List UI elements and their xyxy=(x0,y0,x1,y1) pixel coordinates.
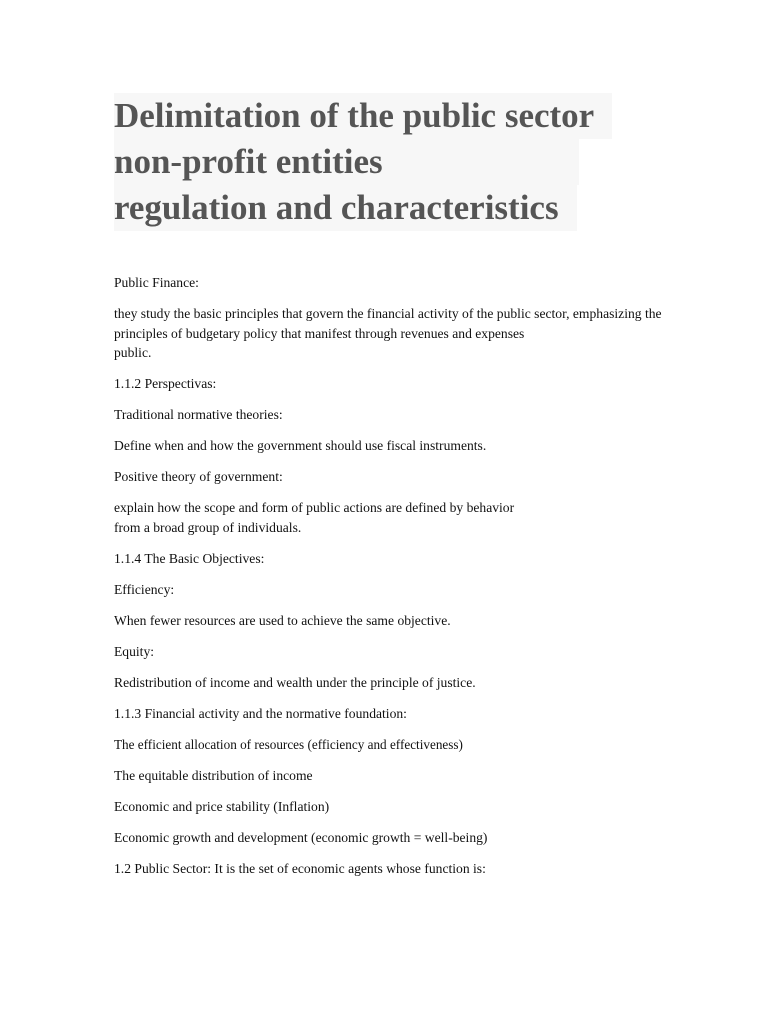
paragraph-normative-theories-text: Define when and how the government should use fiscal instruments. xyxy=(114,438,487,453)
document-body xyxy=(114,273,674,890)
paragraph-public-finance-heading: Public Finance: xyxy=(114,275,199,290)
paragraph-equity-text: Redistribution of income and wealth under the principle of justice. xyxy=(114,674,476,690)
paragraph-economic-stability: Economic and price stability (Inflation) xyxy=(114,798,330,814)
paragraph-public-finance-definition: they study the basic principles that govern the financial activity of the public sector, emphasizing the principles of budgetary policy that manifest through revenues and expenses public. xyxy=(114,306,662,360)
paragraph-public-sector-definition: 1.2 Public Sector: It is the set of economic agents whose function is: xyxy=(114,860,486,876)
title-line-2: non-profit entities xyxy=(114,139,579,185)
paragraph-positive-theory-text: explain how the scope and form of public actions are defined by behavior from a broad group of individuals. xyxy=(114,500,515,535)
paragraph-efficient-allocation: The efficient allocation of resources (efficiency and effectiveness) xyxy=(114,736,463,752)
paragraph-normative-theories-heading: Traditional normative theories: xyxy=(114,407,283,422)
paragraph-efficiency-text: When fewer resources are used to achieve the same objective. xyxy=(114,612,451,628)
paragraph-efficiency-heading: Efficiency: xyxy=(114,581,175,597)
title-line-3: regulation and characteristics xyxy=(114,185,577,231)
paragraph-economic-growth: Economic growth and development (economic growth = well-being) xyxy=(114,829,488,845)
paragraph-basic-objectives-heading: 1.1.4 The Basic Objectives: xyxy=(114,550,265,566)
title-line-1: Delimitation of the public sector xyxy=(114,93,612,139)
paragraph-equitable-distribution: The equitable distribution of income xyxy=(114,767,313,783)
paragraph-financial-activity-heading: 1.1.3 Financial activity and the normative foundation: xyxy=(114,705,407,721)
paragraph-equity-heading: Equity: xyxy=(114,643,155,659)
paragraph-positive-theory-heading: Positive theory of government: xyxy=(114,469,283,484)
document-title xyxy=(114,93,612,231)
paragraph-perspectives-heading: 1.1.2 Perspectivas: xyxy=(114,376,217,391)
